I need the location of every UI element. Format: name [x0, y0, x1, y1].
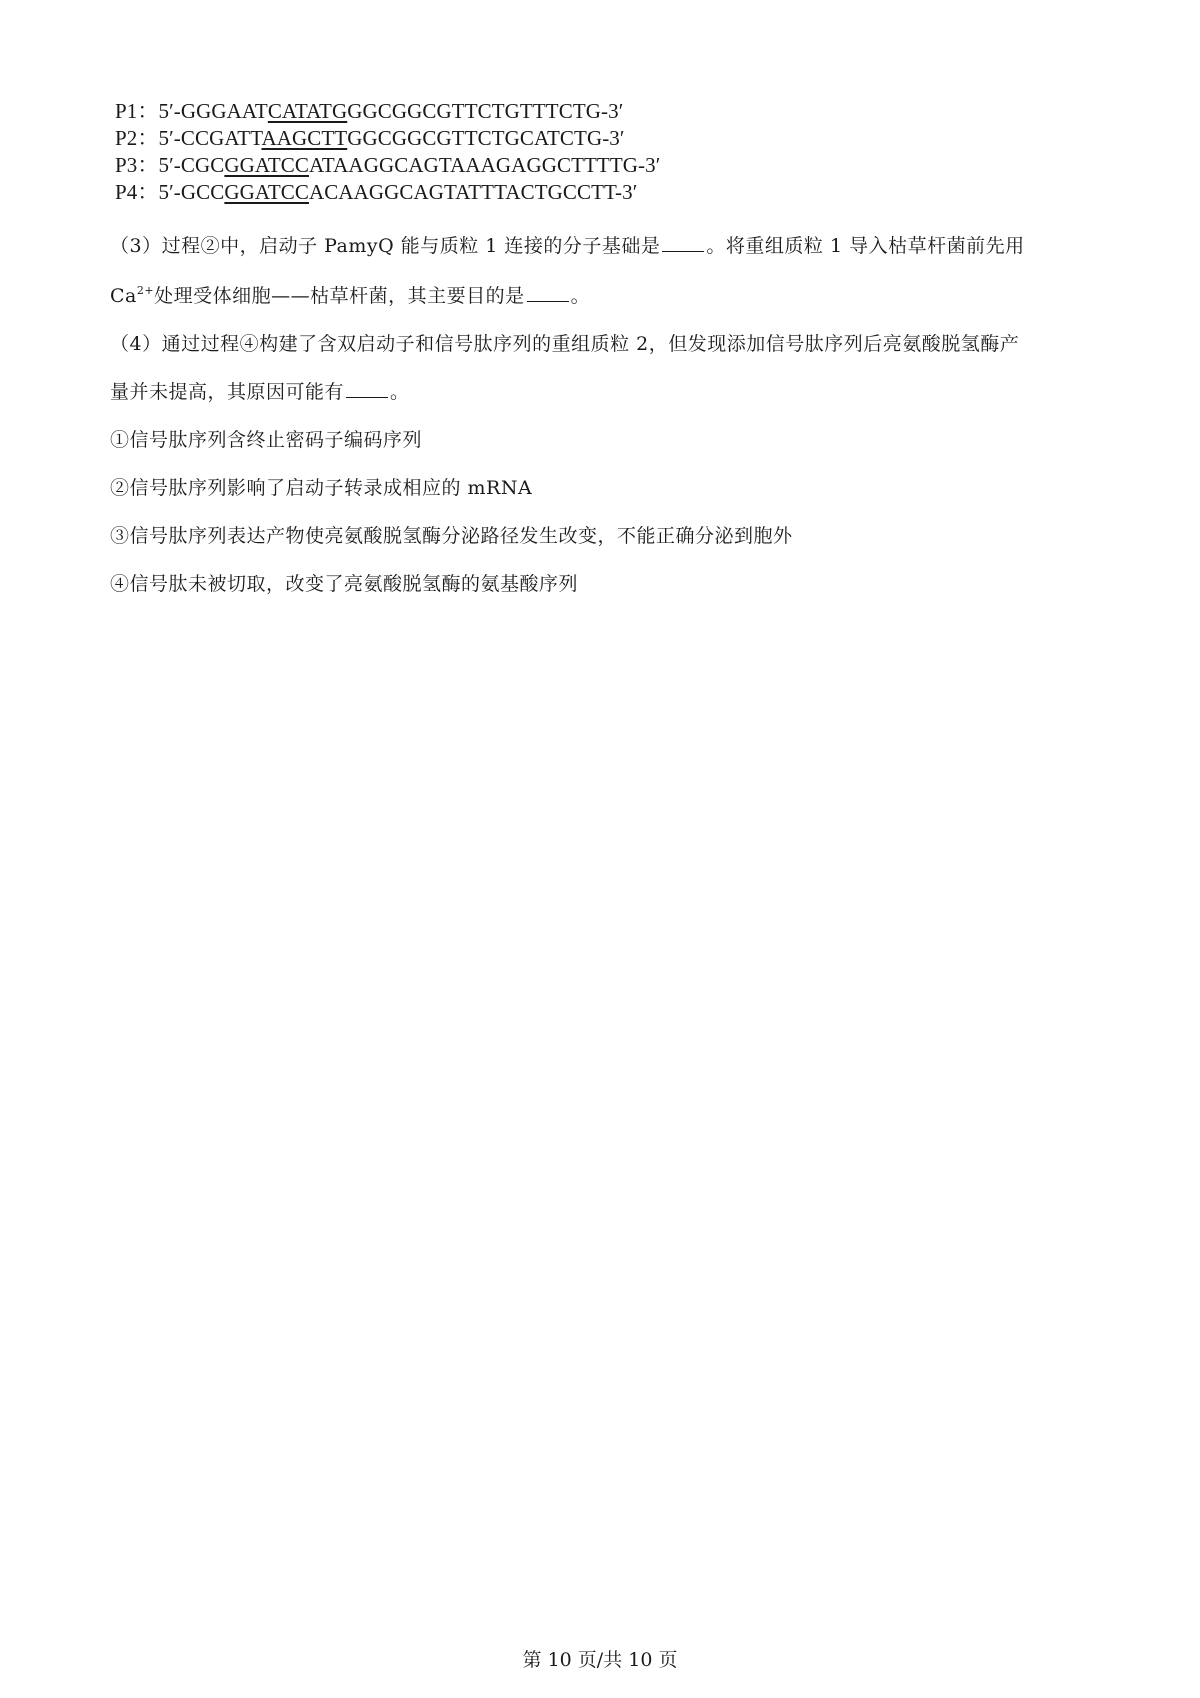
- restriction-site: AAGCTT: [261, 126, 348, 150]
- primer-label: P4：: [115, 180, 159, 204]
- primer-label: P3：: [115, 153, 159, 177]
- primer-sequence: 5′-GGGAATCATATGGGCGGCGTTCTGTTTCTG-3′: [158, 99, 624, 123]
- answer-blank: [346, 396, 388, 398]
- option-4: ④信号肽未被切取，改变了亮氨酸脱氢酶的氨基酸序列: [110, 573, 579, 595]
- restriction-site: GGATCC: [224, 153, 309, 177]
- restriction-site: GGATCC: [224, 180, 309, 204]
- question-3-line-2: $Ca^{2+}$处理受体细胞——枯草杆菌，其主要目的是 。: [110, 284, 591, 307]
- primer-p3: [115, 152, 660, 179]
- primer-sequence: 5′-CCGATTAAGCTTGGCGGCGTTCTGCATCTG-3′: [158, 126, 625, 150]
- option-2: ②信号肽序列影响了启动子转录成相应的 mRNA: [110, 477, 533, 499]
- option-3: ③信号肽序列表达产物使亮氨酸脱氢酶分泌路径发生改变，不能正确分泌到胞外: [110, 525, 793, 547]
- primer-list: [115, 98, 660, 206]
- answer-blank: [662, 250, 704, 252]
- question-4-line-1: （4）通过过程④构建了含双启动子和信号肽序列的重组质粒 2，但发现添加信号肽序列后亮氨酸脱氢酶产: [110, 333, 1020, 355]
- answer-blank: [527, 300, 569, 302]
- question-3-line-1: （3）过程②中，启动子 PamyQ 能与质粒 1 连接的分子基础是 。将重组质粒 1 导入枯草杆菌前先用: [110, 235, 1025, 257]
- question-4-line-2: 量并未提高，其原因可能有 。: [110, 381, 410, 403]
- primer-p4: [115, 179, 660, 206]
- page-number: 第 10 页/共 10 页: [522, 1649, 678, 1671]
- option-1: ①信号肽序列含终止密码子编码序列: [110, 429, 423, 451]
- primer-sequence: 5′-CGCGGATCCATAAGGCAGTAAAGAGGCTTTTG-3′: [158, 153, 661, 177]
- primer-p2: [115, 125, 660, 152]
- primer-p1: [115, 98, 660, 125]
- primer-sequence: 5′-GCCGGATCCACAAGGCAGTATTTACTGCCTT-3′: [158, 180, 638, 204]
- primer-label: P1：: [115, 99, 159, 123]
- primer-label: P2：: [115, 126, 159, 150]
- restriction-site: CATATG: [267, 99, 348, 123]
